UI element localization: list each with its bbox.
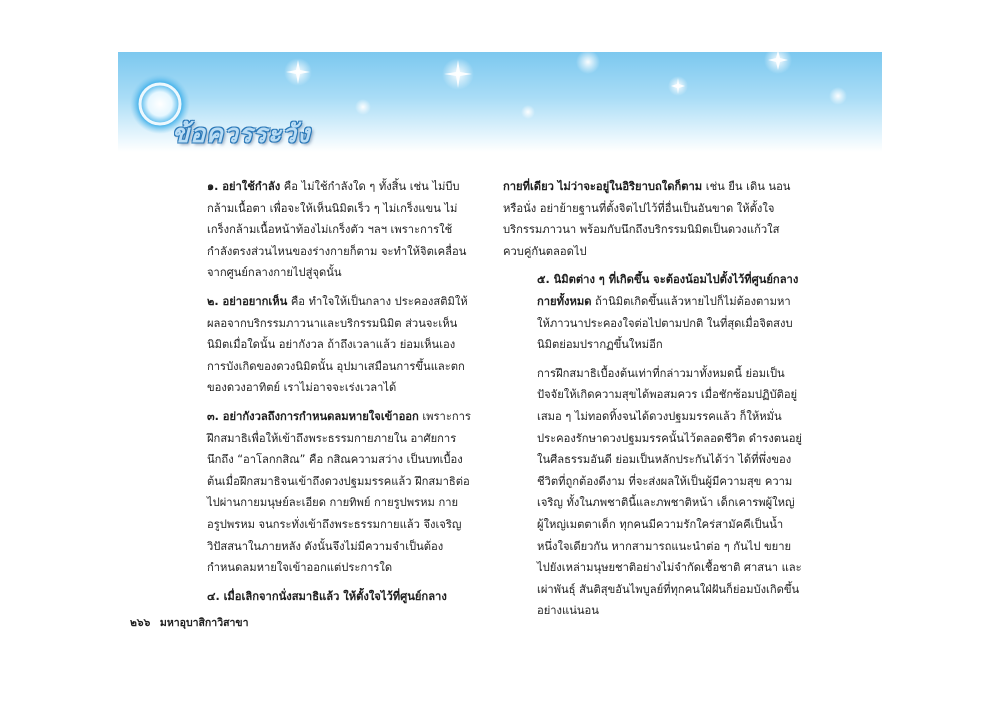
paragraph-lead: ๓. อย่ากังวลถึงการกำหนดลมหายใจเข้าออก [207, 409, 419, 423]
paragraph-conclusion [503, 363, 803, 622]
paragraph-3 [173, 406, 473, 579]
paragraph-text: คือ ไม่ใช้กำลังใด ๆ ทั้งสิ้น เช่น ไม่บีบกล้ามเนื้อตา เพื่อจะให้เห็นนิมิตเร็ว ๆ ไม่เกร็งแขน ไม่เกร็งกล้ามเนื้อหน้าท้องไม่เกร็งตัว ฯลฯ เพราะการใช้กำลังตรงส่วนไหนของร่างกายก็ตาม จะทำให้จิตเคลื่อนจากศูนย์กลางกายไปสู่จุดนั้น [207, 180, 467, 280]
paragraph-text: คือ ทำใจให้เป็นกลาง ประคองสติมิให้ผลอจากบริกรรมภาวนาและบริกรรมนิมิต ส่วนจะเห็นนิมิตเมื่อใดนั้น อย่ากังวล ถ้าถึงเวลาแล้ว ย่อมเห็นเอง การบังเกิดของดวงนิมิตนั้น อุปมาเสมือนการขึ้นและตกของดวงอาทิตย์ เราไม่อาจจะเร่งเวลาได้ [207, 294, 468, 395]
paragraph-text: ถ้านิมิตเกิดขึ้นแล้วหายไปก็ไม่ต้องตามหา ให้ภาวนาประคองใจต่อไปตามปกติ ในที่สุดเมื่อจิตสงบ นิมิตย่อมปรากฏขึ้นใหม่อีก [537, 294, 793, 352]
paragraph-text: เพราะการฝึกสมาธิเพื่อให้เข้าถึงพระธรรมกายภายใน อาศัยการนึกถึง “อาโลกกสิณ” คือ กสิณความสว่าง เป็นบทเบื้องต้นเมื่อฝึกสมาธิจนเข้าถึงดวงปฐมมรรคแล้ว ฝึกสมาธิต่อไปผ่านกายมนุษย์ละเอียด กายทิพย์ กายรูปพรหม กายอรูปพรหม จนกระทั่งเข้าถึงพระธรรมกายแล้ว จึงเจริญวิปัสสนาในภายหลัง ดังนั้นจึงไม่มีความจำเป็นต้องกำหนดลมหายใจเข้าออกแต่ประการใด [207, 409, 471, 575]
book-title: มหาอุบาสิกาวิสาขา [159, 617, 249, 629]
paragraph-text: การฝึกสมาธิเบื้องต้นเท่าที่กล่าวมาทั้งหมดนี้ ย่อมเป็นปัจจัยให้เกิดความสุขได้พอสมควร เมื่อชักซ้อมปฏิบัติอยู่เสมอ ๆ ไม่ทอดทิ้งจนได้ดวงปฐมมรรคแล้ว ก็ให้หมั่นประคองรักษาดวงปฐมมรรคนั้นไว้ตลอดชีวิต ดำรงตนอยู่ในศีลธรรมอันดี ย่อมเป็นหลักประกันได้ว่า ได้ที่พึ่งของชีวิตที่ถูกต้องดีงาม ที่จะส่งผลให้เป็นผู้มีความสุข ความเจริญ ทั้งในภพชาตินี้และภพชาติหน้า เด็กเคารพผู้ใหญ่ ผู้ใหญ่เมตตาเด็ก ทุกคนมีความรักใคร่สามัคคีเป็นน้ำหนึ่งใจเดียวกัน หากสามารถแนะนำต่อ ๆ กันไป ขยายไปยังเหล่ามนุษยชาติอย่างไม่จำกัดเชื้อชาติ ศาสนา และเผ่าพันธุ์ สันติสุขอันไพบูลย์ที่ทุกคนใฝ่ฝันก็ย่อมบังเกิดขึ้นอย่างแน่นอน [537, 366, 802, 618]
paragraph-lead: ๑. อย่าใช้กำลัง [207, 180, 281, 193]
right-column [503, 176, 803, 622]
left-column [173, 176, 473, 607]
paragraph-1 [173, 176, 473, 284]
paragraph-lead: กายที่เดียว ไม่ว่าจะอยู่ในอิริยาบถใดก็ตาม [503, 180, 703, 193]
paragraph-text: เช่น ยืน เดิน นอน หรือนั่ง อย่าย้ายฐานที่ตั้งจิตไปไว้ที่อื่นเป็นอันขาด ให้ตั้งใจบริกรรมภาวนา พร้อมกับนึกถึงบริกรรมนิมิตเป็นดวงแก้วใสควบคู่กันตลอดไป [503, 180, 791, 258]
paragraph-2 [173, 291, 473, 399]
paragraph-4-continued [503, 176, 803, 262]
paragraph-lead: ๔. เมื่อเลิกจากนั่งสมาธิแล้ว ให้ตั้งใจไว้ที่ศูนย์กลาง [207, 589, 447, 603]
page-footer [130, 614, 254, 631]
paragraph-4 [173, 586, 473, 608]
page-title: ข้อควรระวัง [172, 119, 311, 148]
paragraph-5 [503, 269, 803, 355]
paragraph-lead: ๒. อย่าอยากเห็น [207, 294, 288, 308]
paragraph-lead: ๕. นิมิตต่าง ๆ ที่เกิดขึ้น จะต้องน้อมไปตั้งไว้ที่ศูนย์กลางกายทั้งหมด [537, 273, 799, 308]
page-number: ๒๖๖ [130, 617, 151, 629]
